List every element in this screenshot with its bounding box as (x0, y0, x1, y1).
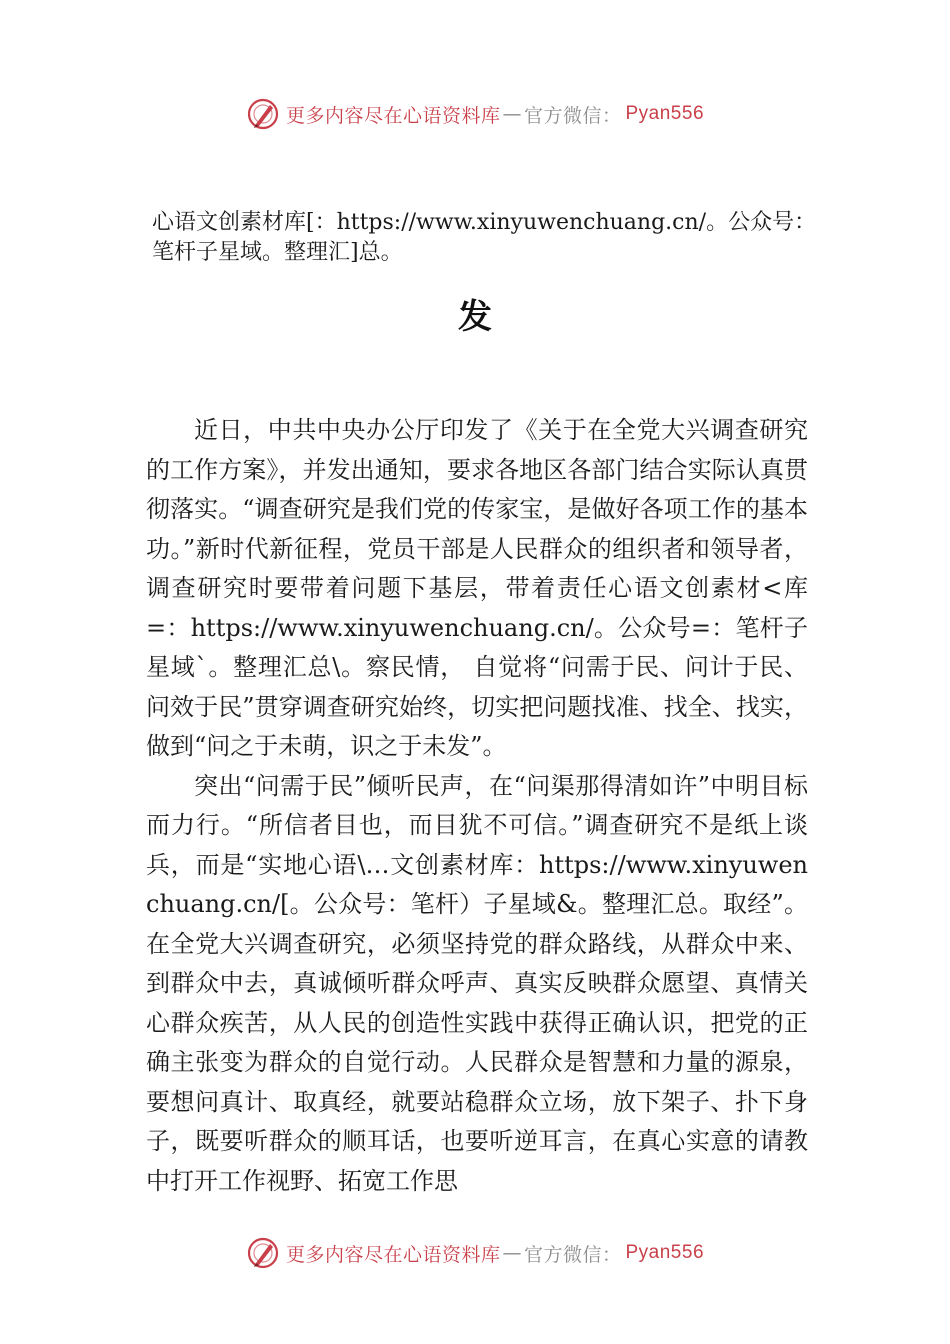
document-body (146, 411, 808, 1201)
footer-banner (0, 1233, 950, 1273)
banner-site-name: 更多内容尽在心语资料库 (285, 104, 501, 127)
source-note: 心语文创素材库[：https://www.xinyuwenchuang.cn/。公众号：笔杆子星域。整理汇]总。 (152, 210, 817, 265)
pen-logo-icon (246, 97, 280, 131)
banner-wechat-account: Pyan556 (625, 103, 705, 124)
header-banner (0, 94, 950, 134)
banner-wechat-account: Pyan556 (625, 1242, 705, 1263)
paragraph: 突出“问需于民”倾听民声，在“问渠那得清如许”中明目标而力行。“所信者目也，而目犹不可信。”调查研究不是纸上谈兵，而是“实地心语\…文创素材库：https://www.xinyuwenchuang.cn/[。公众号：笔杆）子星域&。整理汇总。取经”。在全党大兴调查研究，必须坚持党的群众路线，从群众中来、到群众中去，真诚倾听群众呼声、真实反映群众愿望、真情关心群众疾苦，从人民的创造性实践中获得正确认识，把党的正确主张变为群众的自觉行动。人民群众是智慧和力量的源泉，要想问真计、取真经，就要站稳群众立场，放下架子、扑下身子，既要听群众的顺耳话，也要听逆耳言，在真心实意的请教中打开工作视野、拓宽工作思 (146, 771, 808, 1195)
document-title: 发 (458, 297, 492, 337)
banner-separator: — (502, 103, 522, 125)
banner-wechat-label: 官方微信： (523, 104, 622, 127)
banner-site-name: 更多内容尽在心语资料库 (285, 1243, 501, 1266)
banner-separator: — (502, 1242, 522, 1264)
pen-logo-icon (246, 1236, 280, 1270)
banner-wechat-label: 官方微信： (523, 1243, 622, 1266)
paragraph: 近日，中共中央办公厅印发了《关于在全党大兴调查研究的工作方案》，并发出通知，要求各地区各部门结合实际认真贯彻落实。“调查研究是我们党的传家宝，是做好各项工作的基本功。”新时代新征程，党员干部是人民群众的组织者和领导者，调查研究时要带着问题下基层，带着责任心语文创素材<库=：https://www.xinyuwenchuang.cn/。公众号=：笔杆子星域`。整理汇总\。察民情， 自觉将“问需于民、问计于民、问效于民”贯穿调查研究始终，切实把问题找准、找全、找实，做到“问之于未萌，识之于未发”。 (146, 416, 808, 760)
